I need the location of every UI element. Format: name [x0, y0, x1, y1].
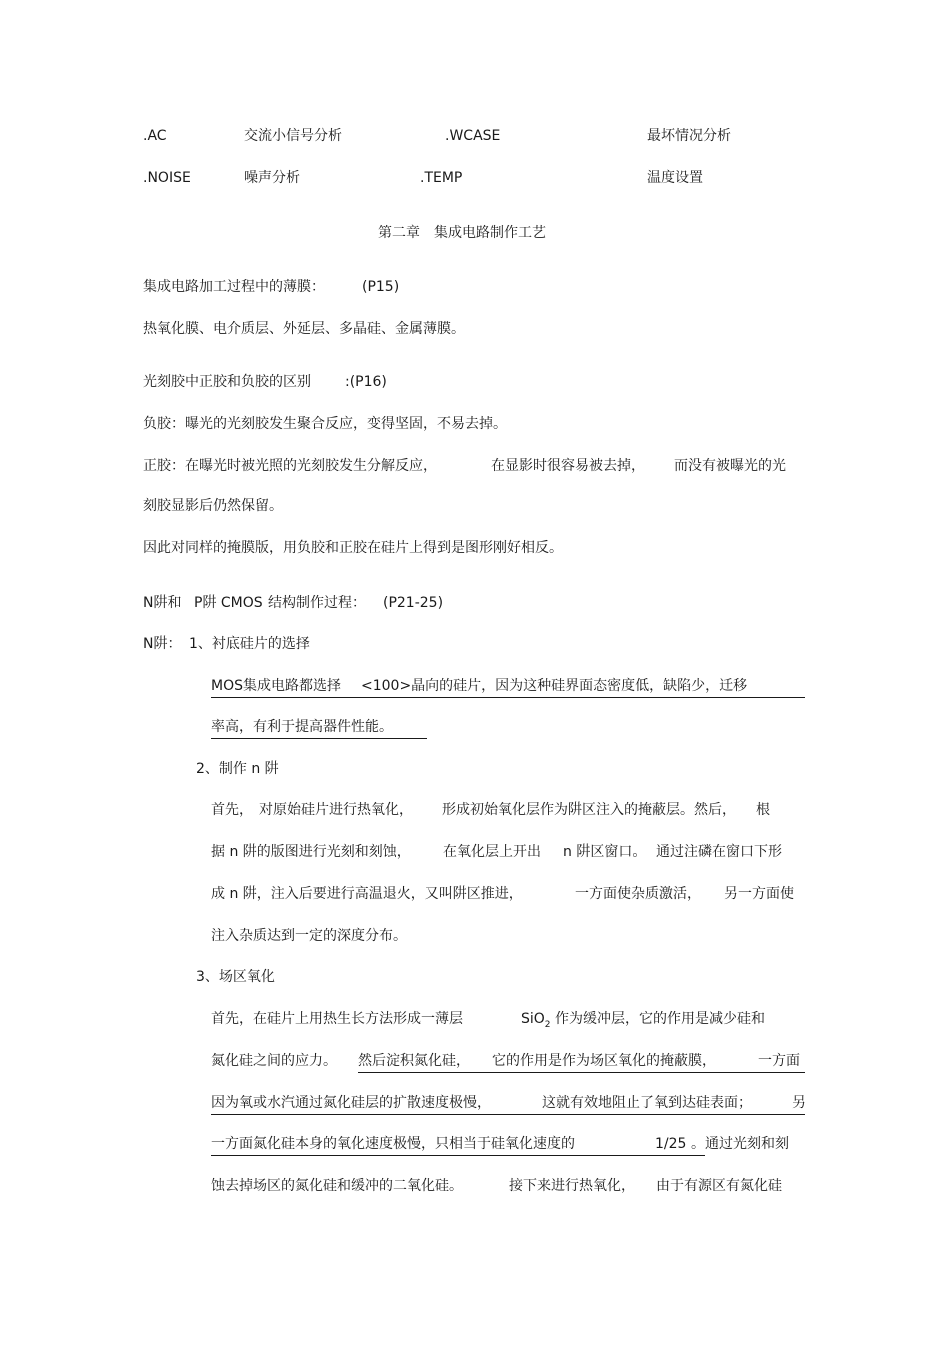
cmos-page-ref: (P21-25) [383, 595, 444, 611]
step3-line5c: 由于有源区有氮化硅 [656, 1178, 782, 1194]
step3-line1c: 作为缓冲层，它的作用是减少硅和 [555, 1011, 765, 1027]
thin-film-heading: 集成电路加工过程中的薄膜： [143, 279, 325, 295]
step2-line3b: 一方面使杂质激活， [575, 886, 701, 902]
command-ac: .AC [143, 128, 167, 144]
sio2-text: SiO [521, 1011, 545, 1027]
step3-line3a: 因为氧或水汽通过氮化硅层的扩散速度极慢， [211, 1095, 491, 1111]
step2-line1a: 首先， [211, 802, 253, 818]
positive-resist-text-b: 在显影时很容易被去掉， [491, 458, 645, 474]
step2-line2d: 通过注磷在窗口下形 [656, 844, 782, 860]
step3-underline-2 [358, 1072, 805, 1073]
positive-resist-text-c: 而没有被曝光的光 [674, 458, 786, 474]
step1-line1a: MOS集成电路都选择 [211, 678, 341, 694]
thin-film-list: 热氧化膜、电介质层、外延层、多晶硅、金属薄膜。 [143, 321, 465, 337]
step3-line1b [521, 1009, 551, 1035]
photoresist-page-ref: :(P16) [345, 374, 387, 390]
positive-resist-text-d: 刻胶显影后仍然保留。 [143, 498, 283, 514]
step1-underline-2 [211, 738, 427, 739]
step2-line2c: n 阱区窗口。 [563, 844, 647, 860]
step2-line4: 注入杂质达到一定的深度分布。 [211, 928, 407, 944]
step3-line4c: 。通过光刻和刻 [691, 1136, 789, 1152]
step3-underline-3 [211, 1114, 805, 1115]
step2-line2b: 在氧化层上开出 [443, 844, 541, 860]
step3-underline-4 [211, 1155, 705, 1156]
negative-resist-text: 负胶：曝光的光刻胶发生聚合反应，变得坚固，不易去掉。 [143, 416, 507, 432]
command-wcase-desc: 最坏情况分析 [647, 128, 731, 144]
step2-line3c: 另一方面使 [724, 886, 794, 902]
thin-film-page-ref: (P15) [362, 279, 400, 295]
step1-line1b: <100>晶向的硅片，因为这种硅界面态密度低，缺陷少，迁移 [361, 678, 748, 694]
positive-resist-text-a: 正胶：在曝光时被光照的光刻胶发生分解反应， [143, 458, 437, 474]
step3-line5a: 蚀去掉场区的氮化硅和缓冲的二氧化硅。 [211, 1178, 463, 1194]
photoresist-conclusion: 因此对同样的掩膜版，用负胶和正胶在硅片上得到是图形刚好相反。 [143, 540, 563, 556]
command-temp: .TEMP [420, 170, 463, 186]
step1-underline-1 [211, 697, 805, 698]
step1-line2: 率高，有利于提高器件性能。 [211, 719, 393, 735]
step2-line1b: 对原始硅片进行热氧化， [259, 802, 413, 818]
step3-title: 3、场区氧化 [196, 969, 275, 985]
command-temp-desc: 温度设置 [647, 170, 703, 186]
cmos-heading-a: N阱和 [143, 595, 182, 611]
step2-line1d: 根 [756, 802, 770, 818]
step3-line5b: 接下来进行热氧化， [509, 1178, 635, 1194]
step3-line3b: 这就有效地阻止了氧到达硅表面； [542, 1095, 752, 1111]
step1-title: 1、衬底硅片的选择 [189, 636, 310, 652]
step3-line2d: 一方面 [758, 1053, 800, 1069]
command-noise-desc: 噪声分析 [244, 170, 300, 186]
step3-line2c: 它的作用是作为场区氧化的掩蔽膜， [492, 1053, 716, 1069]
step3-line1a: 首先，在硅片上用热生长方法形成一薄层 [211, 1011, 463, 1027]
cmos-heading-c: 结构制作过程： [268, 595, 366, 611]
step2-line2a: 据 n 阱的版图进行光刻和刻蚀， [211, 844, 411, 860]
command-noise: .NOISE [143, 170, 191, 186]
step3-line3c: 另 [792, 1095, 806, 1111]
cmos-heading-b: P阱 CMOS [194, 595, 263, 611]
step3-line2b: 然后淀积氮化硅， [358, 1053, 470, 1069]
step3-line4b: 1/25 [655, 1136, 687, 1152]
sio2-subscript: 2 [544, 1019, 551, 1030]
step3-line4a: 一方面氮化硅本身的氧化速度极慢，只相当于硅氧化速度的 [211, 1136, 575, 1152]
step3-line2a: 氮化硅之间的应力。 [211, 1053, 337, 1069]
chapter-title: 第二章 集成电路制作工艺 [378, 225, 546, 241]
step2-line3a: 成 n 阱，注入后要进行高温退火，又叫阱区推进， [211, 886, 523, 902]
step2-line1c: 形成初始氧化层作为阱区注入的掩蔽层。然后， [442, 802, 736, 818]
photoresist-heading: 光刻胶中正胶和负胶的区别 [143, 374, 311, 390]
step2-title: 2、制作 n 阱 [196, 761, 279, 777]
command-ac-desc: 交流小信号分析 [244, 128, 342, 144]
command-wcase: .WCASE [445, 128, 501, 144]
nwell-label: N阱： [143, 636, 182, 652]
